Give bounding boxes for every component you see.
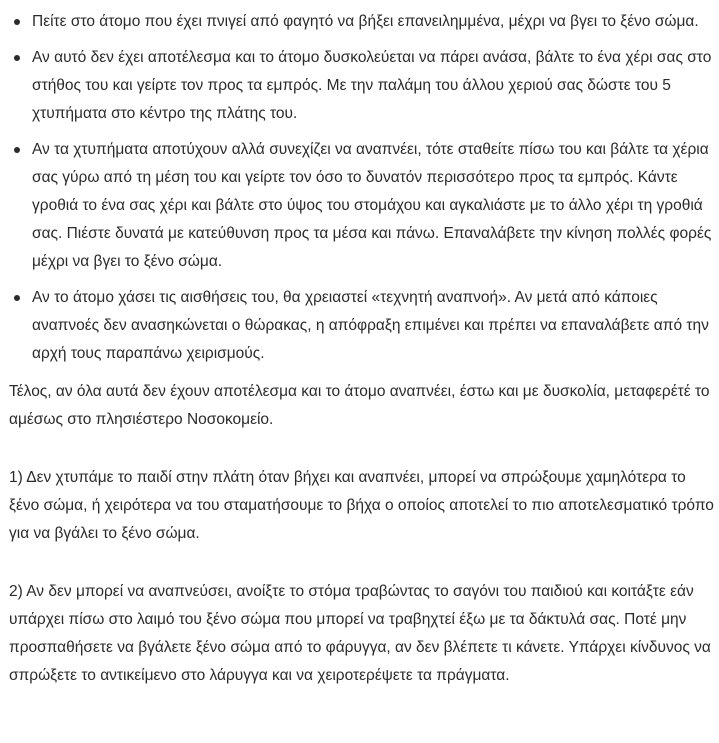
list-item-text: Αν αυτό δεν έχει αποτέλεσμα και το άτομο δυσκολεύεται να πάρει ανάσα, βάλτε το ένα χέρι σας στο στήθος του και γείρτε τον προς τα εμπρός. Με την παλάμη του άλλου χεριού σας δώστε του 5 χτυπήματα στο κέντρο της πλάτης του. <box>32 49 712 122</box>
note-paragraph-2: 2) Αν δεν μπορεί να αναπνεύσει, ανοίξτε το στόμα τραβώντας το σαγόνι του παιδιού και κοιτάξτε εάν υπάρχει πίσω στο λαιμό του ξένο σώμα που μπορεί να τραβηχτεί έξω με τα δάκτυλά σας. Ποτέ μην προσπαθήσετε να βγάλετε ξένο σώμα από το φάρυγγα, αν δεν βλέπετε τι κάνετε. Υπάρχει κίνδυνος να σπρώξετε το αντικείμενο στο λάρυγγα και να χειροτερέψετε τα πράγματα. <box>9 583 711 684</box>
list-item-text: Πείτε στο άτομο που έχει πνιγεί από φαγητό να βήξει επανειλημμένα, μέχρι να βγει το ξένο σώμα. <box>32 13 699 30</box>
bullet-icon <box>14 295 20 301</box>
bullet-icon <box>14 147 20 153</box>
final-paragraph: Τέλος, αν όλα αυτά δεν έχουν αποτέλεσμα και το άτομο αναπνέει, έστω και με δυσκολία, μεταφερέτέ το αμέσως στο πλησιέστερο Νοσοκομείο. <box>9 383 710 428</box>
list-item <box>9 284 719 368</box>
list-item-text: Αν τα χτυπήματα αποτύχουν αλλά συνεχίζει να αναπνέει, τότε σταθείτε πίσω του και βάλτε τα χέρια σας γύρω από τη μέση του και γείρτε τον όσο το δυνατόν περισσότερο προς τα εμπρός. Κάντε γροθιά το ένα σας χέρι και βάλτε στο ύψος του στομάχου και αγκαλιάστε με το άλλο χέρι τη γροθιά σας. Πιέστε δυνατά με κατεύθυνση προς τα μέσα και πάνω. Επαναλάβετε την κίνηση πολλές φορές μέχρι να βγει το ξένο σώμα. <box>32 141 712 270</box>
list-item <box>9 8 719 36</box>
bullet-icon <box>14 19 20 25</box>
list-item-text: Αν το άτομο χάσει τις αισθήσεις του, θα χρειαστεί «τεχνητή αναπνοή». Αν μετά από κάποιες αναπνοές δεν ανασηκώνεται ο θώρακας, η απόφραξη επιμένει και πρέπει να επαναλάβετε από την αρχή τους παραπάνω χειρισμούς. <box>32 289 709 362</box>
list-item <box>9 44 719 128</box>
instructions-list <box>9 0 719 368</box>
list-item <box>9 136 719 276</box>
bullet-icon <box>14 55 20 61</box>
note-paragraph-1: 1) Δεν χτυπάμε το παιδί στην πλάτη όταν βήχει και αναπνέει, μπορεί να σπρώξουμε χαμηλότερα το ξένο σώμα, ή χειρότερα να του σταματήσουμε το βήχα ο οποίος αποτελεί το πιο αποτελεσματικό τρόπο για να βγάλει το ξένο σώμα. <box>9 469 714 542</box>
